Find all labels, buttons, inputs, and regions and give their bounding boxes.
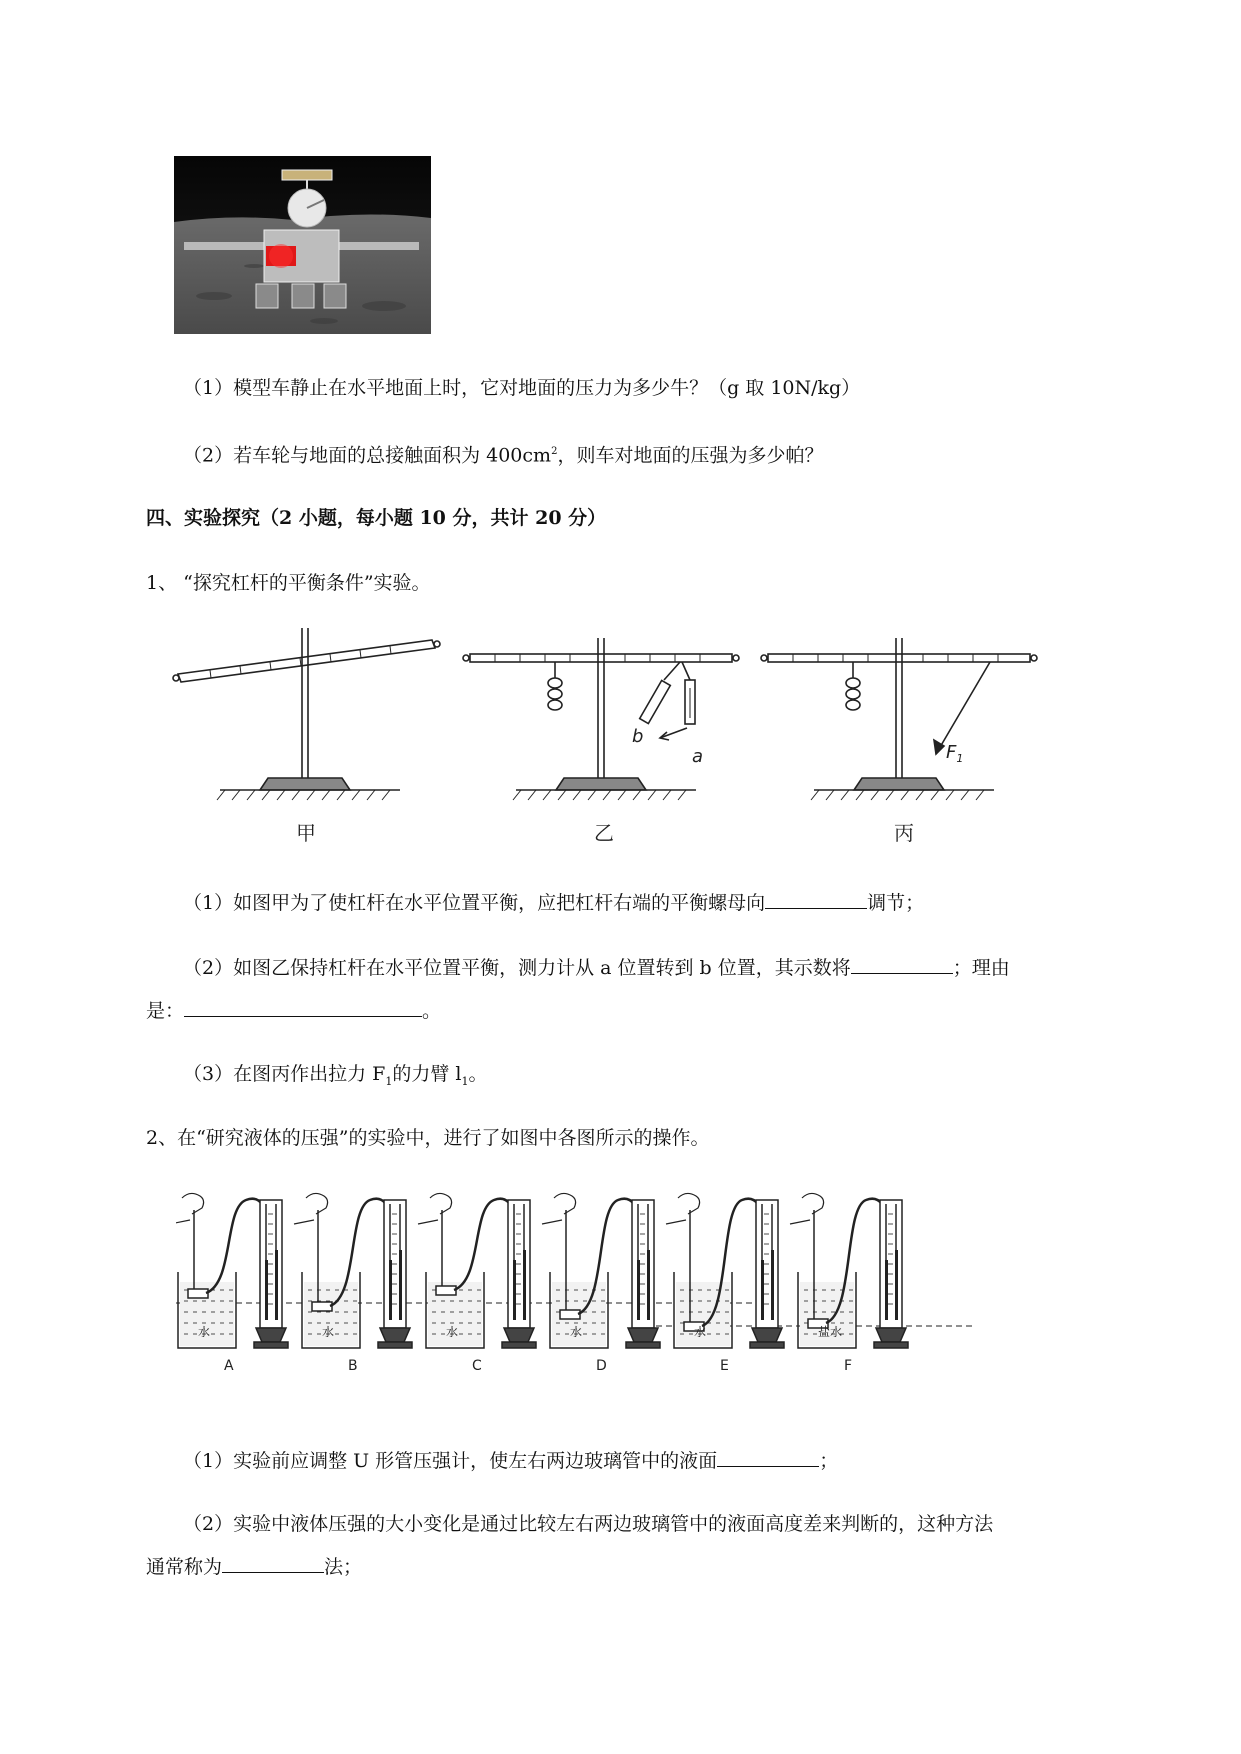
exp1-q1-text-a: （1）如图甲为了使杠杆在水平位置平衡，应把杠杆右端的平衡螺母向 (183, 892, 766, 914)
exp2-q2-text-c: 法； (324, 1556, 363, 1578)
pressure-figures (176, 1190, 1006, 1400)
exp1-q2-text-c: 是： (146, 1000, 185, 1022)
label-F-sub: 1 (956, 752, 964, 765)
pressure-panel-c (418, 1193, 536, 1374)
exp1-q2-text-b: ；理由 (952, 957, 1010, 979)
liquid-label-c: 水 (446, 1325, 459, 1339)
panel-letter-c: C (472, 1358, 482, 1374)
liquid-label-b: 水 (322, 1325, 335, 1339)
label-bing: 丙 (894, 821, 914, 845)
pressure-panel-a (176, 1193, 288, 1374)
liquid-label-d: 水 (570, 1325, 583, 1339)
exp2-question-2-cont (146, 1552, 362, 1581)
pressure-panel-b (294, 1193, 412, 1374)
lever-figure-yi (463, 638, 739, 845)
exp1-q3-sub-2: 1 (461, 1074, 469, 1088)
panel-letter-f: F (844, 1358, 853, 1374)
exp1-q1-blank[interactable] (765, 888, 867, 909)
exp1-question-2-cont (146, 996, 441, 1025)
exp2-q2-text-b: 通常称为 (146, 1556, 223, 1578)
exp1-q2-blank-1[interactable] (851, 953, 953, 974)
label-yi: 乙 (594, 821, 614, 845)
prev-q2-sup: 2 (551, 446, 558, 457)
panel-letter-b: B (348, 1358, 358, 1374)
exp1-q2-text-a: （2）如图乙保持杠杆在水平位置平衡，测力计从 a 位置转到 b 位置，其示数将 (183, 957, 851, 979)
liquid-label-f: 盐水 (818, 1325, 843, 1339)
exp2-q1-text-a: （1）实验前应调整 U 形管压强计，使左右两边玻璃管中的液面 (183, 1450, 718, 1472)
label-jia: 甲 (296, 821, 316, 845)
lever-figures (170, 628, 1050, 848)
exp1-title: 1、 “探究杠杆的平衡条件”实验。 (146, 572, 431, 594)
lever-figure-jia (173, 628, 440, 845)
pressure-panel-e (666, 1193, 784, 1374)
liquid-label-e: 水 (694, 1325, 707, 1339)
exp1-q3-sub-1: 1 (385, 1074, 393, 1088)
lever-figure-bing (761, 638, 1037, 845)
liquid-label-a: 水 (198, 1325, 211, 1339)
panel-letter-d: D (596, 1358, 607, 1374)
exp1-question-3 (183, 1060, 487, 1096)
exp2-q1-blank[interactable] (717, 1446, 819, 1467)
exp2-question-1 (183, 1446, 838, 1475)
prev-question-2 (183, 438, 823, 469)
label-b: b (632, 726, 644, 747)
prev-question-1: （1）模型车静止在水平地面上时，它对地面的压力为多少牛？（g 取 10N/kg） (183, 377, 861, 399)
exp2-q2-blank[interactable] (222, 1552, 324, 1573)
exp2-title: 2、在“研究液体的压强”的实验中，进行了如图中各图所示的操作。 (146, 1127, 710, 1149)
rover-photo (174, 156, 431, 334)
exp2-question-2: （2）实验中液体压强的大小变化是通过比较左右两边玻璃管中的液面高度差来判断的，这种方法 (183, 1513, 994, 1535)
pressure-panel-d (542, 1193, 660, 1374)
pressure-panel-f (790, 1193, 908, 1374)
prev-q2-text-b: ，则车对地面的压强为多少帕？ (557, 444, 824, 467)
panel-letter-a: A (224, 1358, 234, 1374)
label-F: F (946, 742, 957, 763)
exp1-q3-text-c: 。 (468, 1063, 488, 1085)
svg-text:F1 (946, 742, 963, 765)
prev-q2-text-a: （2）若车轮与地面的总接触面积为 400cm (183, 444, 552, 467)
panel-letter-e: E (720, 1358, 729, 1374)
exp1-q2-blank-2[interactable] (184, 996, 422, 1017)
exp2-q1-text-b: ； (819, 1450, 839, 1472)
section-heading: 四、实验探究（2 小题，每小题 10 分，共计 20 分） (146, 507, 607, 529)
exp1-q3-text-a: （3）在图丙作出拉力 F (183, 1063, 386, 1085)
exp1-q1-text-b: 调节； (867, 892, 925, 914)
label-a: a (692, 746, 704, 767)
exp1-question-1 (183, 888, 924, 917)
exp1-question-2 (183, 953, 1010, 982)
exp1-q3-text-b: 的力臂 l (392, 1063, 462, 1085)
exp1-q2-text-d: 。 (422, 1000, 442, 1022)
